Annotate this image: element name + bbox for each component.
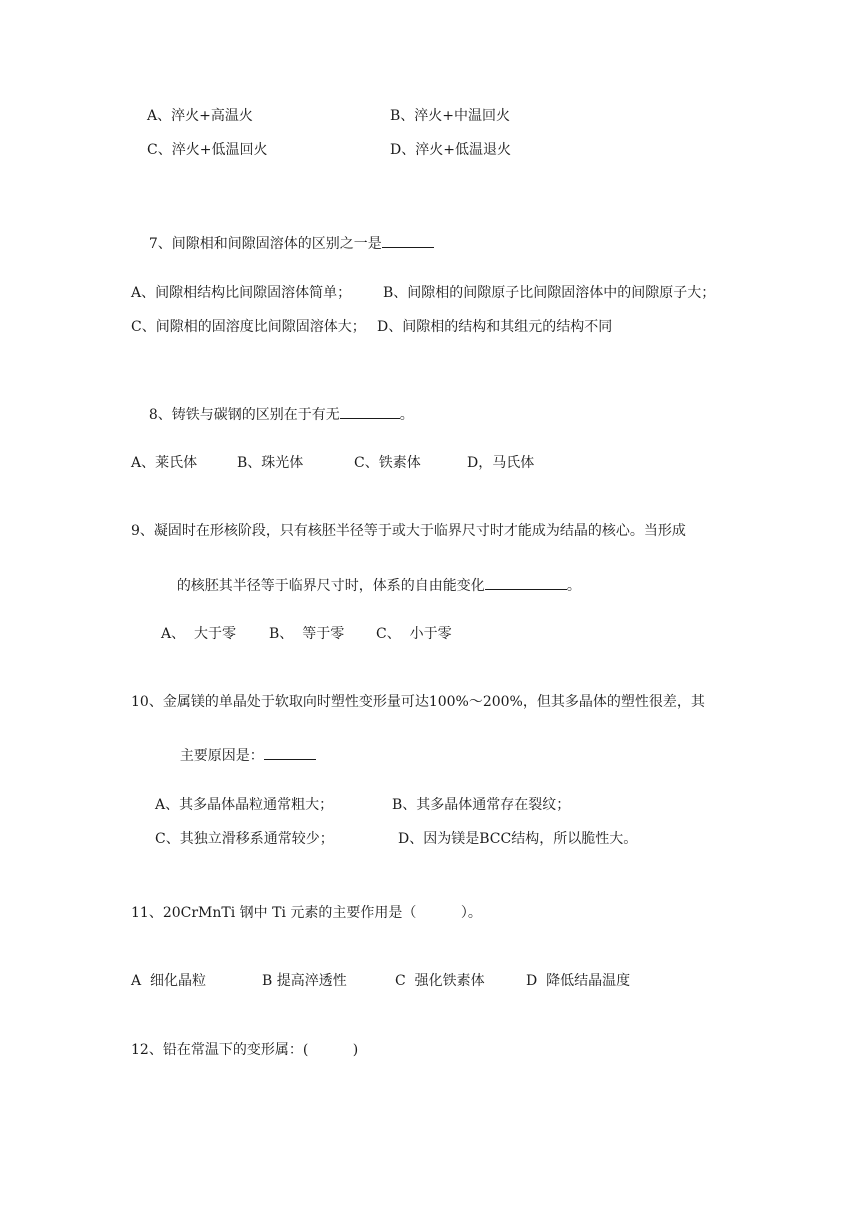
q11-option-b: B 提高淬透性	[262, 973, 347, 989]
q11-stem: 11、20CrMnTi 钢中 Ti 元素的主要作用是（ ）。	[131, 905, 482, 921]
q11-option-c: C 强化铁素体	[395, 973, 485, 989]
q9-option-a: A、 大于零	[161, 626, 237, 642]
q10-stem-line-2	[162, 727, 316, 783]
q6-option-d: D、淬火+低温退火	[390, 142, 511, 158]
q10-option-a: A、其多晶体晶粒通常粗大；	[155, 797, 334, 813]
q9-stem: 的核胚其半径等于临界尺寸时，体系的自由能变化	[176, 578, 485, 594]
q7-answer-blank	[382, 233, 434, 248]
q7-option-d: D、间隙相的结构和其组元的结构不同	[377, 319, 613, 335]
q7-option-b: B、间隙相的间隙原子比间隙固溶体中的间隙原子大；	[383, 285, 716, 301]
q9-stem-end: 。	[566, 578, 581, 594]
q8-stem: 8、铸铁与碳钢的区别在于有无	[148, 407, 340, 423]
q6-option-b: B、淬火+中温回火	[390, 108, 511, 124]
q8-stem-end: 。	[399, 407, 414, 423]
q12-stem: 12、铅在常温下的变形属：( )	[131, 1042, 359, 1058]
q9-stem-line-1: 9、凝固时在形核阶段，只有核胚半径等于或大于临界尺寸时才能成为结晶的核心。当形成	[131, 523, 686, 539]
q9-stem-line-2	[159, 557, 581, 613]
q7-stem-line	[131, 215, 434, 271]
q8-option-b: B、珠光体	[237, 455, 304, 471]
q8-answer-blank	[340, 404, 400, 419]
q6-option-c: C、淬火+低温回火	[147, 142, 268, 158]
q8-option-c: C、铁素体	[354, 455, 421, 471]
q10-answer-blank	[264, 745, 316, 760]
q9-answer-blank	[485, 575, 567, 590]
q8-option-d: D，马氏体	[467, 455, 535, 471]
q11-option-a: A 细化晶粒	[131, 973, 207, 989]
q10-option-c: C、其独立滑移系通常较少；	[155, 831, 334, 847]
q9-option-c: C、 小于零	[376, 626, 452, 642]
q7-stem: 7、间隙相和间隙固溶体的区别之一是	[148, 236, 382, 252]
q11-option-d: D 降低结晶温度	[526, 973, 631, 989]
q8-stem-line	[131, 386, 414, 442]
q10-stem: 主要原因是：	[179, 748, 264, 764]
q9-option-b: B、 等于零	[269, 626, 345, 642]
q6-option-a: A、淬火+高温火	[147, 108, 253, 124]
q7-option-a: A、间隙相结构比间隙固溶体简单；	[131, 285, 352, 301]
q7-option-c: C、间隙相的固溶度比间隙固溶体大；	[131, 319, 366, 335]
q8-option-a: A、莱氏体	[131, 455, 198, 471]
q10-option-d: D、因为镁是BCC结构，所以脆性大。	[398, 831, 638, 847]
q10-stem-line-1: 10、金属镁的单晶处于软取向时塑性变形量可达100%～200%，但其多晶体的塑性很差，其	[131, 694, 705, 710]
q10-option-b: B、其多晶体通常存在裂纹；	[392, 797, 571, 813]
